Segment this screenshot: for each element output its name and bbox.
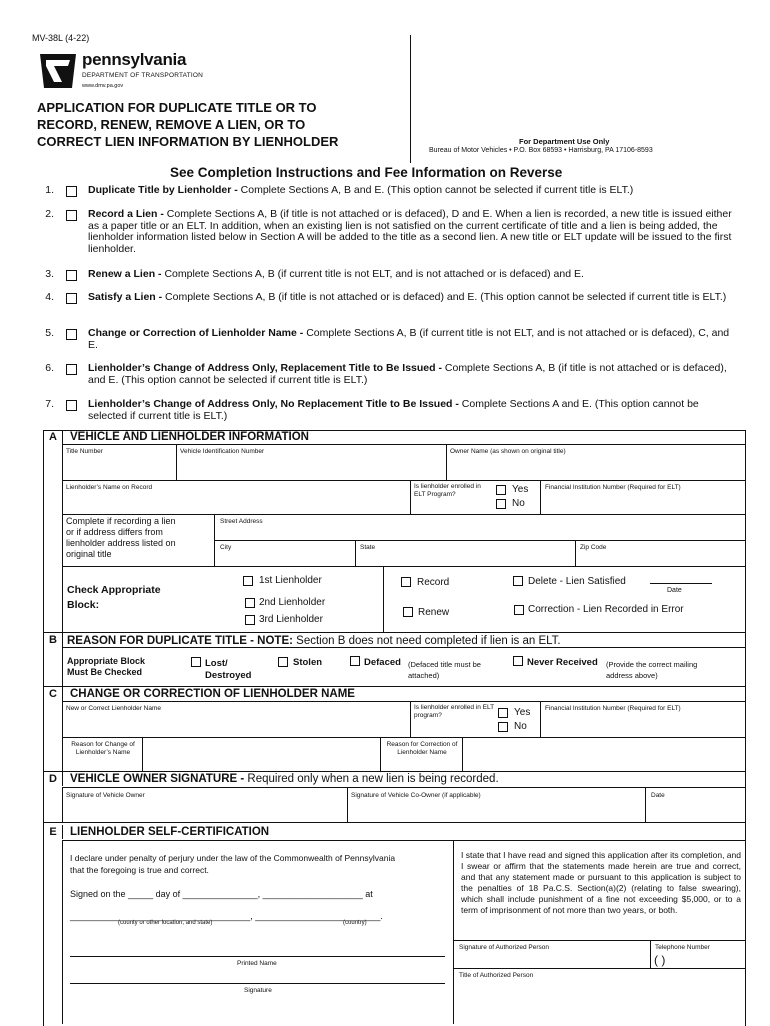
elt-yes-checkbox-c[interactable] — [498, 708, 508, 718]
third-lienholder-label: 3rd Lienholder — [259, 614, 323, 625]
title-number-label: Title Number — [66, 448, 103, 455]
location-line[interactable]: ____________________________________, _________________________. — [70, 911, 383, 921]
section-c-title: CHANGE OR CORRECTION OF LIENHOLDER NAME — [70, 688, 355, 700]
owner-name-label: Owner Name (as shown on original title) — [450, 448, 566, 455]
third-lienholder-checkbox[interactable] — [245, 615, 255, 625]
elt-question-a: Is lienholder enrolled in ELT Program? — [414, 483, 481, 498]
dept-url: www.dmv.pa.gov — [82, 83, 124, 89]
never-received-note: (Provide the correct mailing address above) — [606, 660, 698, 680]
never-received-label: Never Received — [527, 657, 598, 668]
second-lienholder-checkbox[interactable] — [245, 598, 255, 608]
reason-change-label: Reason for Change of Lienholder’s Name — [71, 741, 135, 756]
defaced-label: Defaced — [364, 657, 401, 668]
penndot-logo — [36, 50, 246, 95]
elt-no-label-c: No — [514, 721, 527, 732]
renew-label: Renew — [418, 607, 450, 618]
section-b-letter: B — [44, 633, 63, 647]
stolen-label: Stolen — [293, 657, 323, 668]
authorized-signature-label: Signature of Authorized Person — [459, 944, 549, 951]
option-5: 5. Change or Correction of Lienholder Name - Complete Sections A, B (if current title is not ELT, and is not attached or is defaced), C, and E. — [45, 327, 730, 351]
signed-on-line[interactable]: Signed on the _____ day of _______________, ____________________ at — [70, 889, 373, 899]
fin-inst-label-a: Financial Institution Number (Required for ELT) — [545, 484, 681, 491]
elt-yes-label-a: Yes — [512, 484, 529, 495]
lost-label: Lost/ Destroyed — [205, 658, 252, 681]
option-1-checkbox[interactable] — [66, 186, 77, 197]
renew-checkbox[interactable] — [403, 607, 413, 617]
dept-name: DEPARTMENT OF TRANSPORTATION — [82, 72, 204, 79]
dept-use-label: For Department Use Only — [519, 137, 610, 146]
stolen-checkbox[interactable] — [278, 657, 288, 667]
section-d-title: VEHICLE OWNER SIGNATURE - Required only when a new lien is being recorded. — [70, 773, 499, 785]
new-name-label: New or Correct Lienholder Name — [66, 705, 162, 712]
vin-label: Vehicle Identification Number — [180, 448, 265, 455]
record-label: Record — [417, 577, 450, 588]
elt-yes-label-c: Yes — [514, 707, 531, 718]
defaced-checkbox[interactable] — [350, 656, 360, 666]
delete-date-label: Date — [667, 587, 682, 594]
telephone-label: Telephone Number — [655, 944, 710, 951]
dept-address: Bureau of Motor Vehicles • P.O. Box 68593 • Harrisburg, PA 17106-8593 — [429, 147, 653, 154]
option-3: 3. Renew a Lien - Complete Sections A, B (if current title is not ELT, and is not attached or is defaced) and E. — [45, 268, 584, 280]
option-2: 2. Record a Lien - Complete Sections A, B (if title is not attached or is defaced), D and E. When a lien is recorded, a new title is issued either as a paper title or an ELT. In addition, when an existing lien is not satisfied on the current certificate of title and a lien is being added, the lienholder information listed below in Section A will be added to the title as a second lien. A new title or ELT update will be issued to the first lienholder. — [45, 208, 732, 255]
elt-yes-checkbox-a[interactable] — [496, 485, 506, 495]
state-label: State — [360, 544, 376, 551]
county-label: (county or other location, and state) — [118, 920, 213, 926]
defaced-note: (Defaced title must be attached) — [408, 660, 481, 680]
elt-no-checkbox-a[interactable] — [496, 499, 506, 509]
printed-name-label: Printed Name — [237, 960, 277, 967]
section-e-title: LIENHOLDER SELF-CERTIFICATION — [70, 826, 270, 838]
record-checkbox[interactable] — [401, 577, 411, 587]
section-d-letter: D — [44, 772, 63, 786]
instructions-heading: See Completion Instructions and Fee Information on Reverse — [170, 165, 563, 180]
owner-date-label: Date — [651, 792, 665, 799]
header-divider — [410, 35, 411, 163]
option-7-checkbox[interactable] — [66, 400, 77, 411]
signature-label: Signature — [244, 987, 272, 994]
authorized-title-label: Title of Authorized Person — [459, 972, 534, 979]
option-4-checkbox[interactable] — [66, 293, 77, 304]
option-7: 7. Lienholder’s Change of Address Only, No Replacement Title to Be Issued - Complete Sections A and E. (This option cannot be selected if current title is ELT.) — [45, 398, 699, 422]
elt-question-c: Is lienholder enrolled in ELT program? — [414, 704, 494, 719]
complete-if-note: Complete if recording a lien or if address differs from lienholder address listed on original title — [66, 516, 176, 559]
form-title: APPLICATION FOR DUPLICATE TITLE OR TO RECORD, RENEW, REMOVE A LIEN, OR TO CORRECT LIEN INFORMATION BY LIENHOLDER — [37, 100, 339, 149]
signature-line[interactable] — [70, 983, 445, 984]
zip-label: Zip Code — [580, 544, 607, 551]
printed-name-line[interactable] — [70, 956, 445, 957]
form-number: MV-38L (4-22) — [32, 33, 90, 43]
telephone-field[interactable]: ( ) — [654, 953, 666, 967]
correction-checkbox[interactable] — [514, 605, 524, 615]
elt-no-checkbox-c[interactable] — [498, 722, 508, 732]
option-4: 4. Satisfy a Lien - Complete Sections A, B (if title is not attached or is defaced) and E. (This option cannot be selected if current title is ELT.) — [45, 291, 727, 303]
correction-label: Correction - Lien Recorded in Error — [528, 604, 684, 615]
elt-no-label-a: No — [512, 498, 525, 509]
perjury-declaration: I declare under penalty of perjury under the law of the Commonwealth of Pennsylvania that the foregoing is true and correct. — [70, 853, 396, 875]
section-e-letter: E — [44, 825, 63, 839]
appropriate-block-label: Appropriate Block Must Be Checked — [67, 656, 146, 677]
street-label: Street Address — [220, 518, 263, 525]
certification-statement: I state that I have read and signed this application after its completion, and I swear or affirm that the statements made herein are true and correct, and that any statement made or pursuant to this application is subject to the penalties of 18 Pa.C.S. Section(a)(2) (relating to false swearing), which shall include punishment of a fine not exceeding $5,000, or to a term of imprisonment of not more than two years, or both. — [461, 850, 741, 915]
fin-inst-label-c: Financial Institution Number (Required for ELT) — [545, 705, 681, 712]
option-1: 1. Duplicate Title by Lienholder - Complete Sections A, B and E. (This option cannot be selected if current title is ELT.) — [45, 184, 634, 196]
delete-checkbox[interactable] — [513, 576, 523, 586]
lost-checkbox[interactable] — [191, 657, 201, 667]
option-6: 6. Lienholder’s Change of Address Only, Replacement Title to Be Issued - Complete Sections A, B (if title is not attached or is defaced), and E. (This option cannot be selected if current title is ELT.) — [45, 362, 727, 386]
section-b-title: REASON FOR DUPLICATE TITLE - NOTE: Section B does not need completed if lien is an ELT. — [67, 635, 561, 647]
never-received-checkbox[interactable] — [513, 656, 523, 666]
city-label: City — [220, 544, 232, 551]
option-2-checkbox[interactable] — [66, 210, 77, 221]
keystone-logo-icon — [36, 52, 80, 90]
option-5-checkbox[interactable] — [66, 329, 77, 340]
section-a-letter: A — [44, 430, 63, 444]
lienholder-name-label: Lienholder’s Name on Record — [66, 484, 153, 491]
first-lienholder-label: 1st Lienholder — [259, 575, 322, 586]
owner-signature-label: Signature of Vehicle Owner — [66, 792, 145, 799]
second-lienholder-label: 2nd Lienholder — [259, 597, 326, 608]
country-label: (country) — [343, 920, 367, 926]
state-name: pennsylvania — [82, 50, 187, 69]
delete-label: Delete - Lien Satisfied — [528, 576, 626, 587]
option-6-checkbox[interactable] — [66, 364, 77, 375]
check-block-label: Check Appropriate Block: — [67, 584, 161, 611]
section-a-title: VEHICLE AND LIENHOLDER INFORMATION — [70, 431, 309, 443]
first-lienholder-checkbox[interactable] — [243, 576, 253, 586]
section-c-letter: C — [44, 687, 63, 701]
reason-correction-label: Reason for Correction of Lienholder Name — [386, 741, 458, 756]
option-3-checkbox[interactable] — [66, 270, 77, 281]
coowner-signature-label: Signature of Vehicle Co-Owner (if applicable) — [351, 792, 481, 799]
